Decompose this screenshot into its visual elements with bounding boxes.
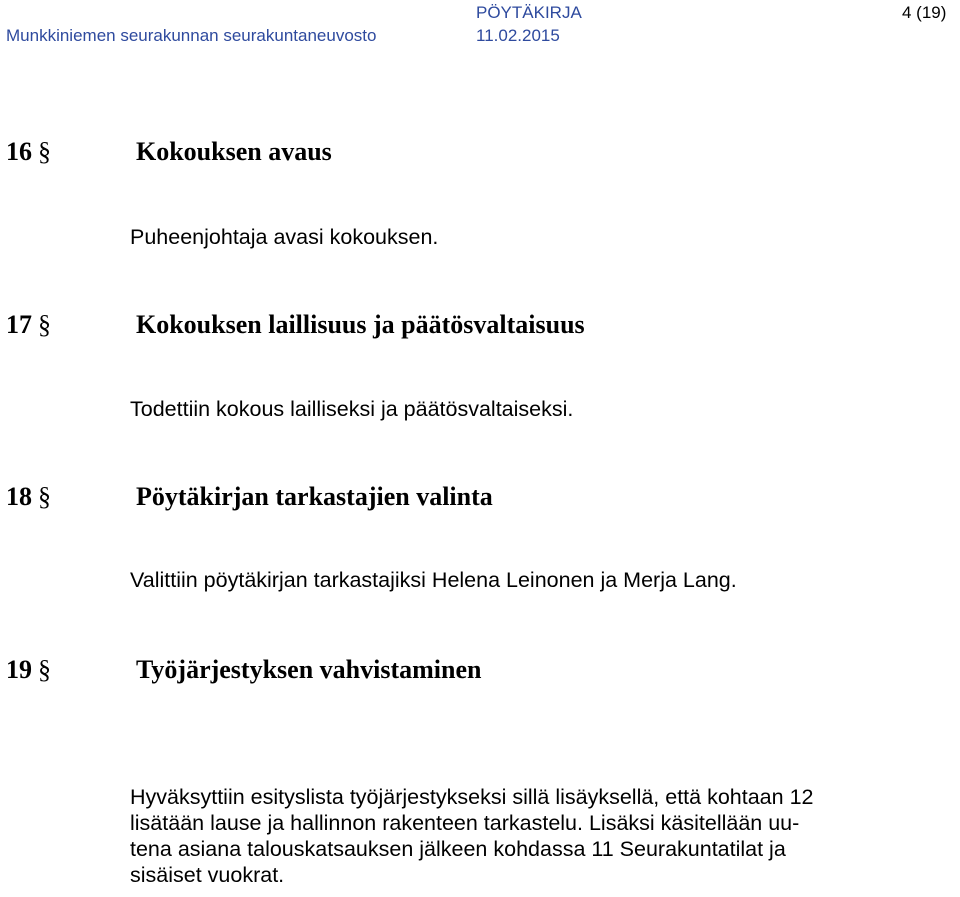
section-sign: § — [38, 310, 51, 339]
section-body — [130, 784, 956, 888]
section-number: 16 — [6, 137, 32, 166]
section-body: Puheenjohtaja avasi kokouksen. — [130, 225, 439, 249]
page-number: 4 (19) — [902, 3, 947, 22]
section-number: 19 — [6, 655, 32, 684]
document-date: 11.02.2015 — [476, 26, 560, 45]
organization-name: Munkkiniemen seurakunnan seurakuntaneuvosto — [6, 26, 377, 45]
section-number: 17 — [6, 310, 32, 339]
body-line: tena asiana talouskatsauksen jälkeen kohdassa 11 Seurakuntatilat ja — [130, 837, 786, 861]
section-body: Todettiin kokous lailliseksi ja päätösvaltaiseksi. — [130, 397, 574, 421]
body-line: lisätään lause ja hallinnon rakenteen tarkastelu. Lisäksi käsitellään uu- — [130, 811, 800, 835]
body-line: sisäiset vuokrat. — [130, 863, 285, 887]
section-number: 18 — [6, 482, 32, 511]
section-body: Valittiin pöytäkirjan tarkastajiksi Helena Leinonen ja Merja Lang. — [130, 568, 737, 592]
section-sign: § — [38, 482, 51, 511]
section-title: Työjärjestyksen vahvistaminen — [136, 655, 482, 684]
section-sign: § — [38, 137, 51, 166]
section-title: Kokouksen laillisuus ja päätösvaltaisuus — [136, 310, 585, 339]
section-title: Pöytäkirjan tarkastajien valinta — [136, 482, 493, 511]
section-sign: § — [38, 655, 51, 684]
body-line: Hyväksyttiin esityslista työjärjestykseksi sillä lisäyksellä, että kohtaan 12 — [130, 785, 814, 809]
section-title: Kokouksen avaus — [136, 137, 332, 166]
document-type: PÖYTÄKIRJA — [476, 3, 582, 22]
